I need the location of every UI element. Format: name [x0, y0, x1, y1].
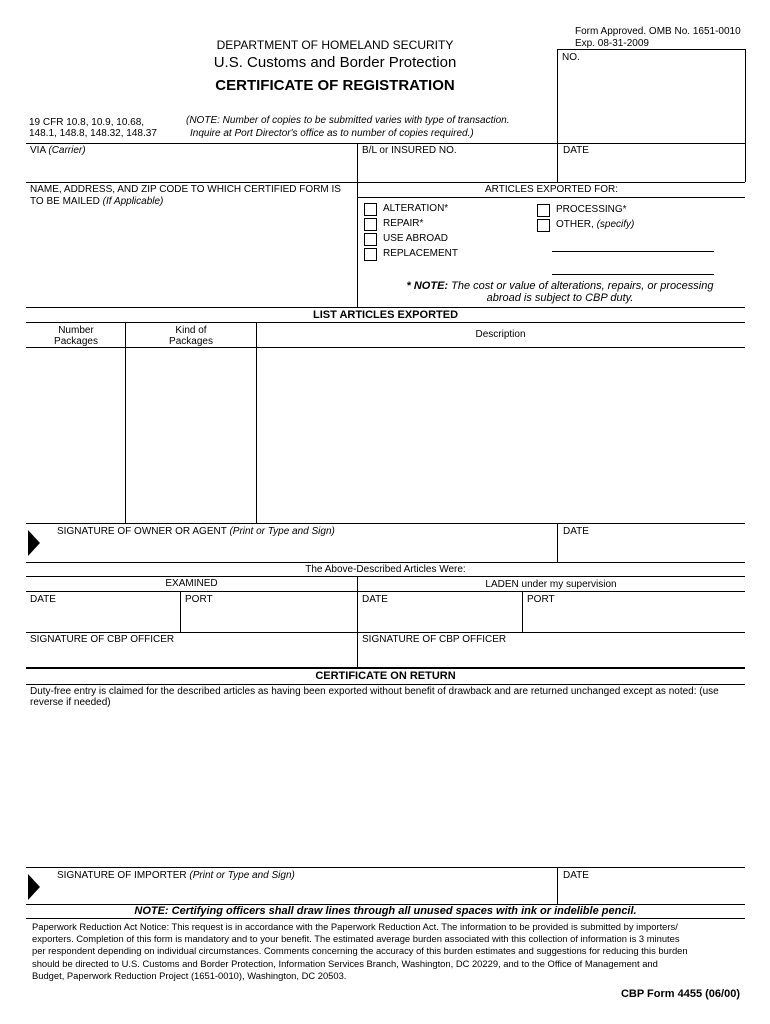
row1-date-field[interactable]: [558, 157, 744, 181]
examined-label: EXAMINED: [165, 578, 218, 589]
owner-date-label: DATE: [563, 526, 589, 537]
examined-date-label: DATE: [30, 594, 56, 605]
mailing-address-label-line2: TO BE MAILED (If Applicable): [30, 196, 164, 207]
use-abroad-checkbox[interactable]: [364, 233, 377, 246]
laden-date-field[interactable]: [358, 606, 521, 630]
registration-no-label: NO.: [562, 52, 580, 63]
use-abroad-label: USE ABROAD: [383, 233, 449, 244]
cbp-duty-note-line1: * NOTE: The cost or value of alterations, repairs, or processing: [406, 280, 714, 292]
laden-date-label: DATE: [362, 594, 388, 605]
processing-checkbox[interactable]: [537, 204, 550, 217]
description-header: Description: [475, 329, 526, 340]
cbp-officer-signature-field-2[interactable]: [358, 646, 744, 666]
examined-port-field[interactable]: [181, 606, 356, 630]
page-title: CERTIFICATE OF REGISTRATION: [215, 77, 455, 94]
description-field[interactable]: [258, 349, 744, 522]
bl-insured-no-field[interactable]: [358, 157, 556, 181]
via-carrier-field[interactable]: [27, 157, 355, 181]
importer-date-field[interactable]: [558, 882, 744, 903]
examined-port-label: PORT: [185, 594, 213, 605]
certifying-officers-note: NOTE: Certifying officers shall draw lines through all unused spaces with ink or indelible pencil.: [134, 905, 637, 917]
department-name: DEPARTMENT OF HOMELAND SECURITY: [216, 38, 454, 52]
omb-approval: Form Approved. OMB No. 1651-0010: [575, 26, 741, 37]
replacement-label: REPLACEMENT: [383, 248, 459, 259]
repair-label: REPAIR*: [383, 218, 424, 229]
other-specify-line-1: [552, 251, 714, 252]
alteration-label: ALTERATION*: [383, 203, 449, 214]
examined-date-field[interactable]: [27, 606, 179, 630]
bl-insured-no-label: B/L or INSURED NO.: [362, 145, 457, 156]
above-described-heading: The Above-Described Articles Were:: [305, 564, 466, 575]
laden-port-field[interactable]: [523, 606, 744, 630]
mailing-address-label-line1: NAME, ADDRESS, AND ZIP CODE TO WHICH CERTIFIED FORM IS: [30, 184, 341, 195]
kind-packages-header: Kind of Packages: [169, 325, 213, 347]
sign-here-arrow-icon: [28, 874, 40, 900]
row1-date-label: DATE: [563, 145, 589, 156]
duty-free-claim-line1: Duty-free entry is claimed for the described articles as having been exported without benefit of drawback and are returned unchanged except as noted: (use: [30, 686, 719, 697]
certificate-on-return-heading: CERTIFICATE ON RETURN: [315, 670, 456, 682]
cbp-duty-note-line2: abroad is subject to CBP duty.: [486, 292, 634, 304]
number-packages-field[interactable]: [27, 349, 124, 522]
registration-no-field[interactable]: [558, 64, 744, 144]
copies-note-line2: Inquire at Port Director's office as to number of copies required.): [190, 128, 474, 139]
agency-name: U.S. Customs and Border Protection: [213, 54, 457, 71]
cbp-officer-signature-field-1[interactable]: [27, 646, 356, 666]
processing-label: PROCESSING*: [556, 204, 627, 215]
cfr-reference-line1: 19 CFR 10.8, 10.9, 10.68,: [29, 117, 145, 128]
paperwork-reduction-notice: Paperwork Reduction Act Notice: This request is in accordance with the Paperwork Reduction Act. The information to be provided is submitted by importers/ exporters. Completion of this form is mandatory and to your benefit. The estimated average burden associated with this collection of information is 3 minutes per respondent depending on individual circumstances. Comments concerning the accuracy of this burden estimates and suggestions for reducing this burden should be directed to U.S. Customs and Border Protection, Information Services Branch, Washington, DC 20229, and to the Office of Management and Budget, Paperwork Reduction Project (1651-0010), Washington, DC 20503.: [32, 921, 688, 981]
cbp-officer-signature-label-2: SIGNATURE OF CBP OFFICER: [362, 634, 507, 645]
copies-note-line1: (NOTE: Number of copies to be submitted varies with type of transaction.: [186, 115, 510, 126]
laden-label: LADEN under my supervision: [485, 579, 617, 590]
importer-signature-label: SIGNATURE OF IMPORTER (Print or Type and Sign): [57, 870, 295, 881]
mailing-address-field[interactable]: [27, 209, 355, 305]
other-label: OTHER, (specify): [556, 219, 635, 230]
owner-date-field[interactable]: [558, 538, 744, 560]
return-notes-field[interactable]: [27, 712, 744, 866]
owner-signature-field[interactable]: [45, 538, 555, 560]
number-packages-header: Number Packages: [54, 325, 98, 347]
other-checkbox[interactable]: [537, 219, 550, 232]
form-identifier: CBP Form 4455 (06/00): [620, 988, 740, 1000]
alteration-checkbox[interactable]: [364, 203, 377, 216]
omb-expiration: Exp. 08-31-2009: [575, 38, 649, 49]
other-specify-field-1[interactable]: [552, 235, 714, 251]
via-carrier-label: VIA (Carrier): [30, 145, 86, 156]
other-specify-line-2: [552, 274, 714, 275]
repair-checkbox[interactable]: [364, 218, 377, 231]
cfr-reference-line2: 148.1, 148.8, 148.32, 148.37: [29, 128, 157, 139]
replacement-checkbox[interactable]: [364, 248, 377, 261]
other-specify-field-2[interactable]: [552, 258, 714, 274]
owner-signature-label: SIGNATURE OF OWNER OR AGENT (Print or Type and Sign): [57, 526, 335, 537]
laden-port-label: PORT: [527, 594, 555, 605]
duty-free-claim-line2: reverse if needed): [30, 697, 111, 708]
articles-exported-for-heading: ARTICLES EXPORTED FOR:: [485, 184, 618, 195]
cbp-officer-signature-label-1: SIGNATURE OF CBP OFFICER: [30, 634, 175, 645]
list-articles-heading: LIST ARTICLES EXPORTED: [312, 309, 459, 321]
sign-here-arrow-icon: [28, 530, 40, 556]
kind-packages-field[interactable]: [127, 349, 255, 522]
importer-signature-field[interactable]: [45, 882, 555, 903]
importer-date-label: DATE: [563, 870, 589, 881]
